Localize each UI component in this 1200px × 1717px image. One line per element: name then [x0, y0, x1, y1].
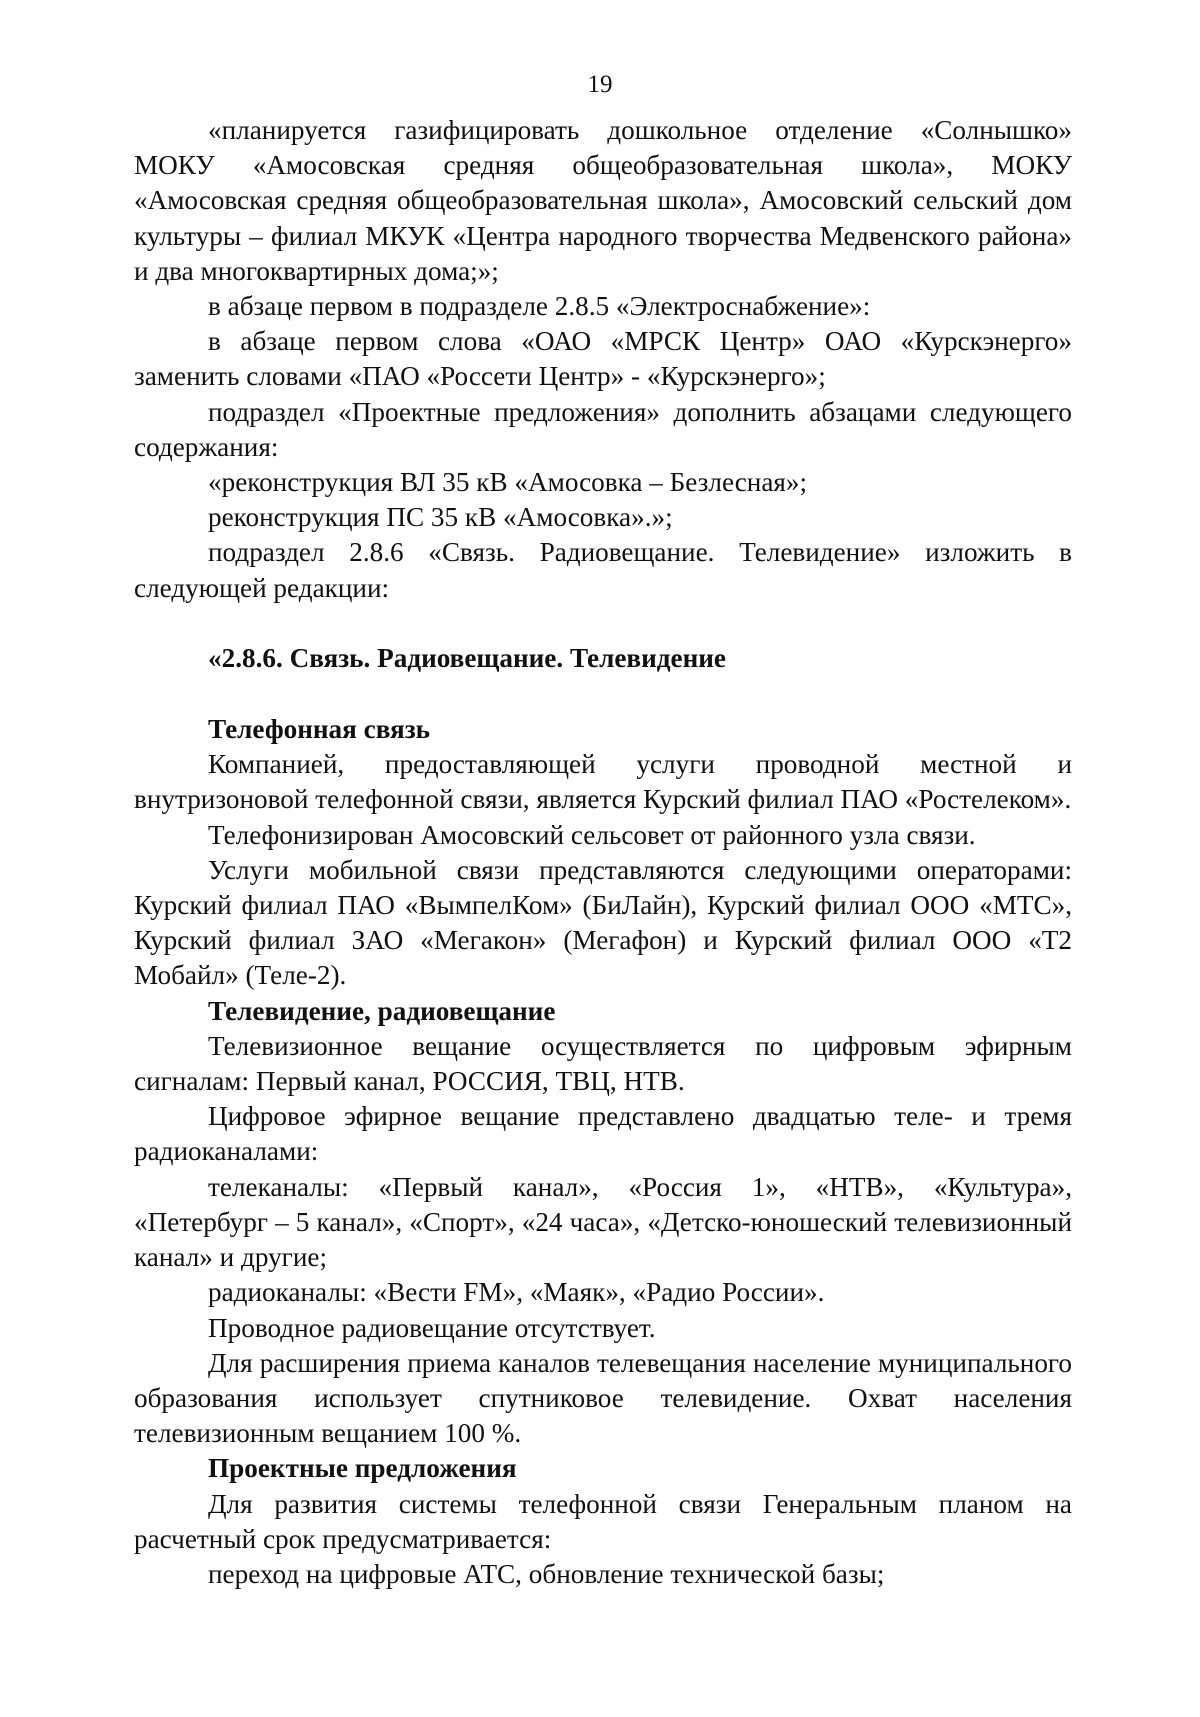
- proposals-paragraph: переход на цифровые АТС, обновление технической базы;: [208, 1558, 885, 1589]
- tv-paragraph: Телевизионное вещание осуществляется по цифровым эфирным сигналам: Первый канал, РОССИЯ, ТВЦ, НТВ.: [134, 1030, 1072, 1097]
- paragraph-replace-words: в абзаце первом слова «ОАО «МРСК Центр» ОАО «Курскэнерго» заменить словами «ПАО «Россети Центр» - «Курскэнерго»;: [134, 326, 1072, 392]
- paragraph-reconstruction-substation: реконструкция ПС 35 кВ «Амосовка».»;: [208, 502, 673, 533]
- section-heading: «2.8.6. Связь. Радиовещание. Телевидение: [208, 642, 726, 673]
- tv-paragraph: Цифровое эфирное вещание представлено двадцатью теле- и тремя радиоканалами:: [134, 1101, 1072, 1167]
- paragraph-add-paragraphs: подраздел «Проектные предложения» дополнить абзацами следующего содержания:: [134, 396, 1072, 462]
- paragraph-amendment-2-8-5: в абзаце первом в подразделе 2.8.5 «Электроснабжение»:: [208, 291, 871, 322]
- tv-paragraph: Для расширения приема каналов телевещания население муниципального образования использует спутниковое телевидение. Охват населения телевизионным вещанием 100 %.: [134, 1347, 1072, 1449]
- tv-paragraph: Проводное радиовещание отсутствует.: [208, 1312, 656, 1343]
- document-body: [134, 113, 1072, 1592]
- telephone-paragraph: Телефонизирован Амосовский сельсовет от районного узла связи.: [208, 819, 976, 850]
- proposals-paragraph: Для развития системы телефонной связи Генеральным планом на расчетный срок предусматривается:: [134, 1488, 1072, 1554]
- telephone-paragraph: Услуги мобильной связи представляются следующими операторами: Курский филиал ПАО «ВымпелКом» (БиЛайн), Курский филиал ООО «МТС», Курский филиал ЗАО «Мегакон» (Мегафон) и Курский филиал ООО «Т2 Мобайл» (Теле-2).: [134, 854, 1072, 991]
- tv-paragraph: телеканалы: «Первый канал», «Россия 1», «НТВ», «Культура», «Петербург – 5 канал», «Спорт», «24 часа», «Детско-юношеский телевизионный канал» и другие;: [134, 1171, 1072, 1273]
- telephone-paragraph: Компанией, предоставляющей услуги проводной местной и внутризоновой телефонной связи, является Курский филиал ПАО «Ростелеком».: [134, 749, 1072, 815]
- page-number: 19: [587, 71, 613, 98]
- paragraph-reconstruction-line: «реконструкция ВЛ 35 кВ «Амосовка – Безлесная»;: [208, 467, 808, 498]
- paragraph-gasification: «планируется газифицировать дошкольное отделение «Солнышко» МОКУ «Амосовская средняя общеобразовательная школа», МОКУ «Амосовская средняя общеобразовательная школа», Амосовский сельский дом культуры – филиал МКУК «Центра народного творчества Медвенского района» и два многоквартирных дома;»;: [134, 115, 1072, 286]
- telephone-heading: Телефонная связь: [208, 714, 431, 745]
- paragraph-new-edition: подраздел 2.8.6 «Связь. Радиовещание. Телевидение» изложить в следующей редакции:: [134, 537, 1072, 603]
- proposals-heading: Проектные предложения: [208, 1453, 517, 1484]
- tv-paragraph: радиоканалы: «Вести FM», «Маяк», «Радио России».: [208, 1277, 825, 1308]
- tv-heading: Телевидение, радиовещание: [208, 995, 556, 1026]
